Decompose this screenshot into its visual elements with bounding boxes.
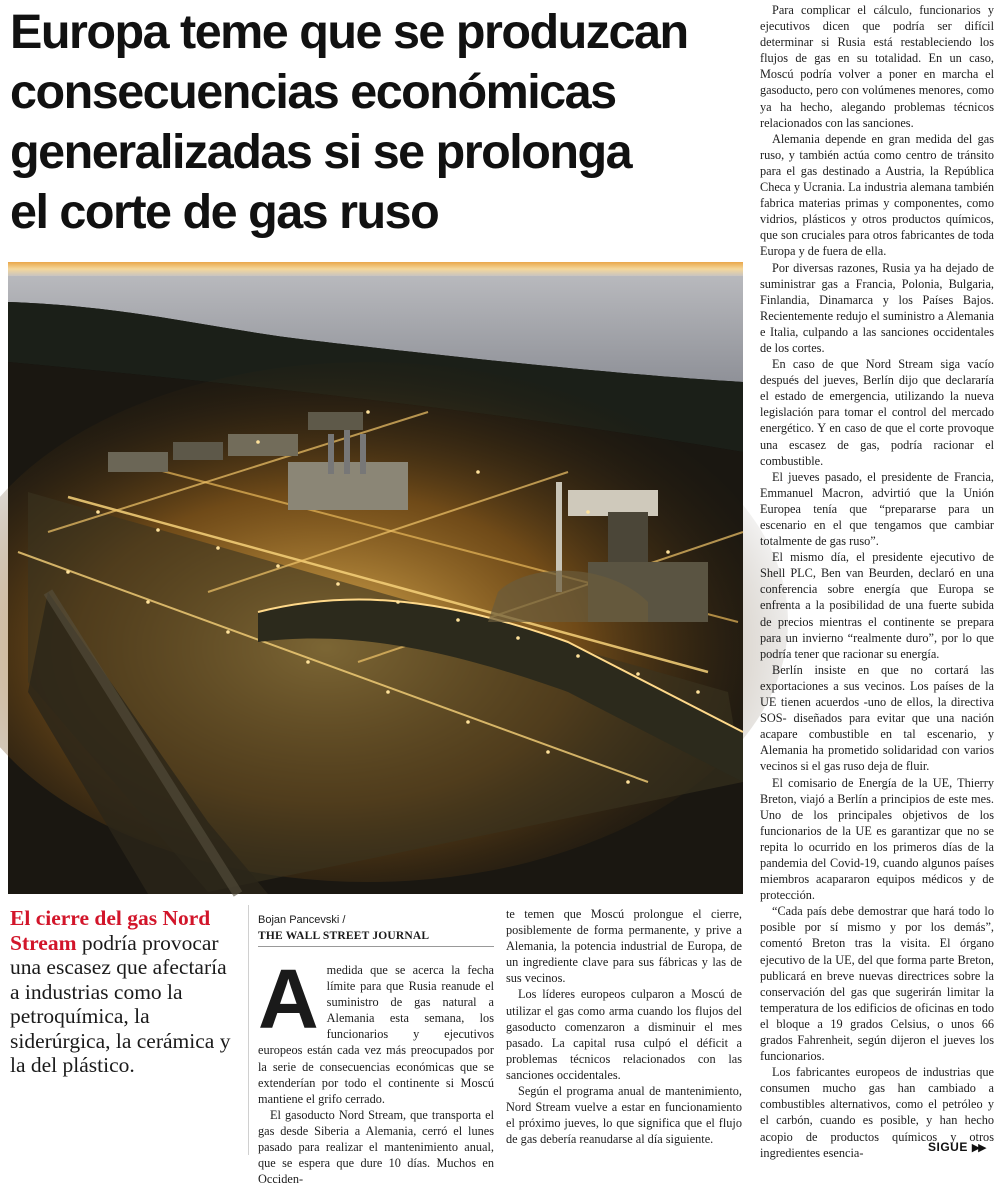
body-column-3 xyxy=(760,2,994,1161)
deck-text: podría provocar una escasez que afectaría a industrias como la petroquímica, la siderúrgica, la cerámica y la del plástico. xyxy=(10,930,231,1077)
headline xyxy=(10,2,745,242)
headline-line-3: generalizadas si se prolonga xyxy=(10,125,632,179)
paragraph: Los fabricantes europeos de industrias que consumen mucho gas han cambiado a combustibles alternativos, como el petróleo y el carbón, cuando es posible, y han hecho acopio de productos químicos y otros ingredientes esencia- xyxy=(760,1065,994,1160)
headline-line-1: Europa teme que se produzcan xyxy=(10,5,688,59)
headline-line-4: el corte de gas ruso xyxy=(10,185,439,239)
paragraph: El jueves pasado, el presidente de Francia, Emmanuel Macron, advirtió que la Unión Europea tenía que “prepararse para un escenario en el que tengamos que cambiar totalmente de gas ruso”. xyxy=(760,469,994,549)
continue-marker xyxy=(928,1140,985,1154)
article-deck xyxy=(10,906,240,1078)
continue-arrow-icon: ▶▶ xyxy=(971,1142,985,1154)
paragraph xyxy=(258,952,494,1107)
paragraph: El gasoducto Nord Stream, que transporta el gas desde Siberia a Alemania, cerró el lunes pasado para realizar el mantenimiento anual, que se espera que dure 10 días. Muchos en Occiden- xyxy=(258,1107,494,1187)
headline-line-2: consecuencias económicas xyxy=(10,65,616,119)
gas-station-photo xyxy=(8,262,743,894)
byline-author: Bojan Pancevski / xyxy=(258,914,346,926)
paragraph: El comisario de Energía de la UE, Thierry Breton, viajó a Berlín a principios de este mes. Uno de los principales objetivos de los funcionarios de la UE es garantizar que no se repita lo ocurrido en los primeros días de la pandemia del Covid-19, cuando algunos países miembros acapararon equipos médicos y de protección. xyxy=(760,775,994,903)
paragraph: El mismo día, el presidente ejecutivo de Shell PLC, Ben van Beurden, declaró en una conferencia sobre energía que Europa se enfrenta a la posibilidad de una fuerte subida de precios mientras el continente se prepara para un invierno “realmente duro”, por lo que podría tener que racionar su energía. xyxy=(760,550,994,661)
paragraph: Para complicar el cálculo, funcionarios y ejecutivos dicen que podría ser difícil determinar si Rusia está restableciendo los flujos de gas en su totalidad. En un caso, Moscú podría volver a poner en marcha el gasoducto, pero con volúmenes menores, como ya ha hecho, alegando problemas técnicos relacionados con las sanciones. xyxy=(760,3,994,130)
byline-publication: THE WALL STREET JOURNAL xyxy=(258,930,430,942)
paragraph: te temen que Moscú prolongue el cierre, posiblemente de forma permanente, y prive a Alemania, la potencia industrial de Europa, de un ingrediente clave para sus fábricas y las de sus vecinos. xyxy=(506,907,742,986)
drop-cap: A xyxy=(258,952,319,1046)
column-divider xyxy=(248,905,249,1155)
byline xyxy=(258,912,494,944)
body-column-1 xyxy=(258,952,494,1187)
paragraph: Los líderes europeos culparon a Moscú de utilizar el gas como arma cuando los flujos del gasoducto comenzaron a disminuir el mes pasado. La capital rusa culpó el déficit a problemas técnicos relacionados con las sanciones occidentales. xyxy=(506,987,742,1082)
paragraph: Alemania depende en gran medida del gas ruso, y también actúa como centro de tránsito para el gas destinado a Austria, la República Checa y Ucrania. La industria alemana también fabrica materias primas y componentes, como vidrios, plásticos y otros productos químicos, que son cruciales para otros fabricantes de toda Europa y de fuera de ella. xyxy=(760,131,994,259)
paragraph: Por diversas razones, Rusia ya ha dejado de suministrar gas a Francia, Polonia, Bulgaria, Finlandia, Dinamarca y los Países Bajos. Recientemente redujo el suministro a Alemania e Italia, culpando a las sanciones occidentales de los cortes. xyxy=(760,260,994,355)
paragraph: “Cada país debe demostrar que hará todo lo posible por sí mismo y por los demás”, comentó Breton tras la visita. El órgano ejecutivo de la UE, del que forma parte Breton, publicará en breve nuevas directrices sobre la conservación del gas que sugerirán limitar la temperatura de los edificios de oficinas en todo el bloque a 19 grados Celsius, o unos 66 grados Fahrenheit, según dijeron el jueves los funcionarios. xyxy=(760,904,994,1064)
continue-label: SIGUE xyxy=(928,1140,968,1154)
byline-rule xyxy=(258,946,494,947)
paragraph-text: medida que se acerca la fecha límite para que Rusia reanude el suministro de gas natural a Alemania esta semana, los funcionarios y ejecutivos europeos están cada vez más preocupados por la serie de consecuencias económicas que se extenderían por todo el continente si Moscú mantiene el grifo cerrado. xyxy=(258,963,494,1106)
paragraph: Según el programa anual de mantenimiento, Nord Stream vuelve a estar en funcionamiento el próximo jueves, lo que significa que el flujo de gas debería reanudarse al día siguiente. xyxy=(506,1084,742,1147)
deck-highlight: El cierre del gas Nord Stream xyxy=(10,906,211,955)
paragraph: En caso de que Nord Stream siga vacío después del jueves, Berlín dijo que declararía el estado de emergencia, utilizando la nueva legislación para tomar el control del mercado energético. Y en caso de que el corte provoque una escasez de gas, podría racionar el combustible. xyxy=(760,357,994,468)
paragraph: Berlín insiste en que no cortará las exportaciones a sus vecinos. Los países de la UE tienen acuerdos -uno de ellos, la directiva SOS- diseñados para evitar que una nación acapare combustible en tal escenario, y Alemania ha prometido solidaridad con varios vecinos si el gas ruso deja de fluir. xyxy=(760,662,994,774)
body-column-2 xyxy=(506,906,742,1147)
gas-station-illustration xyxy=(8,262,743,894)
